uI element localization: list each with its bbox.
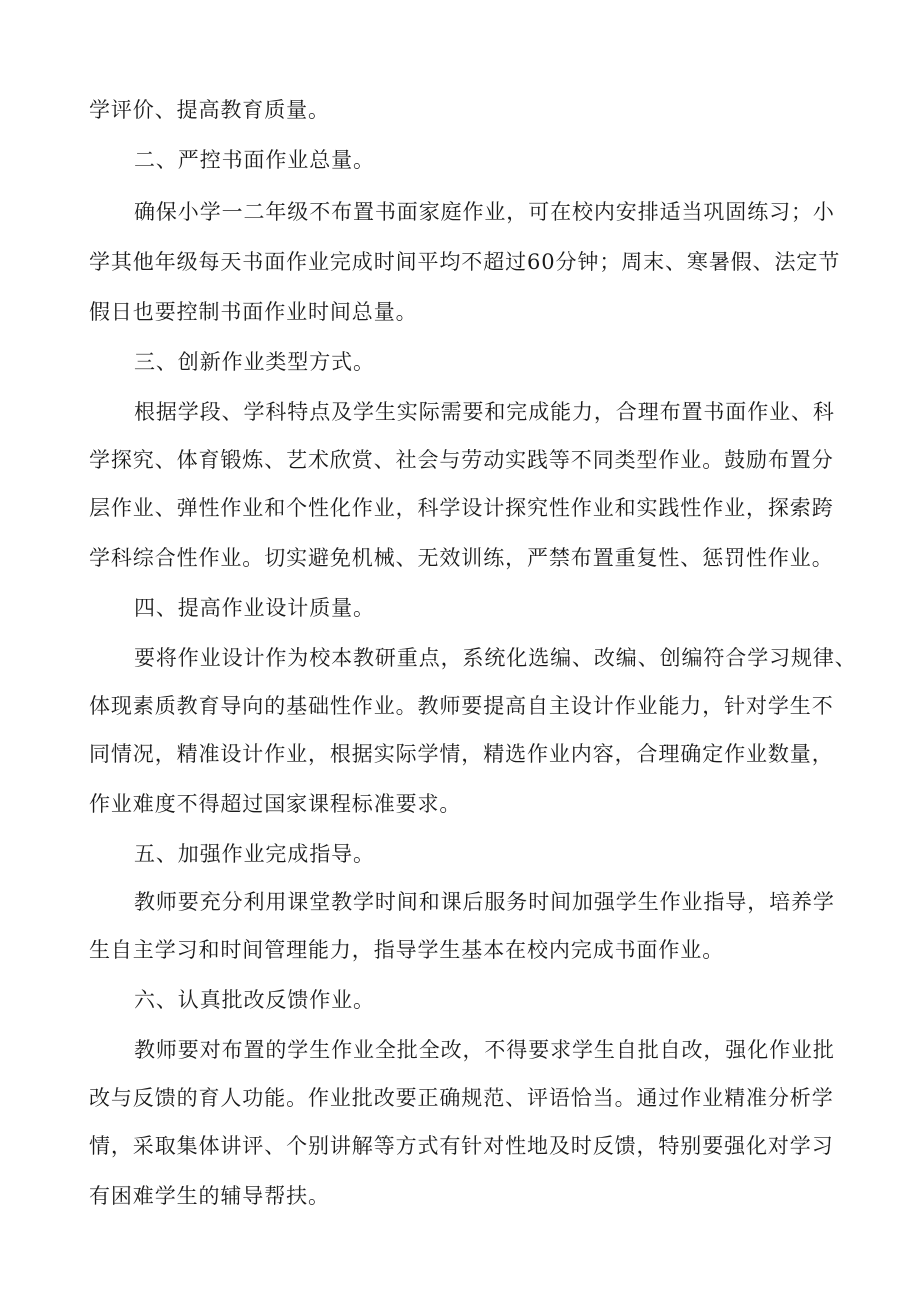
text-line: 层作业、弹性作业和个性化作业，科学设计探究性作业和实践性作业，探索跨 <box>89 496 834 520</box>
text-line: 体现素质教育导向的基础性作业。教师要提高自主设计作业能力，针对学生不 <box>89 694 834 718</box>
text-line: 生自主学习和时间管理能力，指导学生基本在校内完成书面作业。 <box>89 938 725 962</box>
text-line: 假日也要控制书面作业时间总量。 <box>89 300 418 324</box>
section-heading: 六、认真批改反馈作业。 <box>134 988 375 1012</box>
text-line: 根据学段、学科特点及学生实际需要和完成能力，合理布置书面作业、科 <box>134 400 835 424</box>
text-line: 教师要充分利用课堂教学时间和课后服务时间加强学生作业指导，培养学 <box>134 890 835 914</box>
section-heading: 五、加强作业完成指导。 <box>134 842 375 866</box>
text-line: 作业难度不得超过国家课程标准要求。 <box>89 792 462 816</box>
section-heading: 三、创新作业类型方式。 <box>134 350 375 374</box>
text-line: 教师要对布置的学生作业全批全改，不得要求学生自批自改，强化作业批 <box>134 1038 835 1062</box>
text-line: 学其他年级每天书面作业完成时间平均不超过60分钟；周末、寒暑假、法定节 <box>89 250 841 274</box>
text-line: 同情况，精准设计作业，根据实际学情，精选作业内容，合理确定作业数量， <box>89 742 834 766</box>
text-line: 改与反馈的育人功能。作业批改要正确规范、评语恰当。通过作业精准分析学 <box>89 1086 834 1110</box>
section-heading: 四、提高作业设计质量。 <box>134 596 375 620</box>
text-line: 学科综合性作业。切实避免机械、无效训练，严禁布置重复性、惩罚性作业。 <box>89 546 834 570</box>
text-line: 有困难学生的辅导帮扶。 <box>89 1184 330 1208</box>
section-heading: 二、严控书面作业总量。 <box>134 148 375 172</box>
text-line: 情，采取集体讲评、个别讲解等方式有针对性地及时反馈，特别要强化对学习 <box>89 1134 834 1158</box>
text-line: 学评价、提高教育质量。 <box>89 98 330 122</box>
text-line: 确保小学一二年级不布置书面家庭作业，可在校内安排适当巩固练习；小 <box>134 200 835 224</box>
text-line: 要将作业设计作为校本教研重点，系统化选编、改编、创编符合学习规律、 <box>134 646 857 670</box>
text-line: 学探究、体育锻炼、艺术欣赏、社会与劳动实践等不同类型作业。鼓励布置分 <box>89 448 834 472</box>
